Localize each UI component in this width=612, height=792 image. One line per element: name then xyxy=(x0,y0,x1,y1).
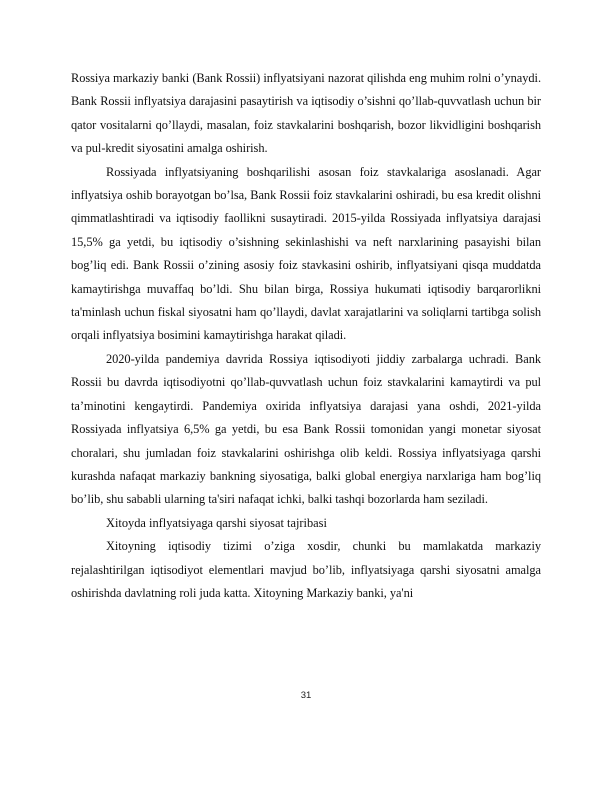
page-number: 31 xyxy=(300,690,312,701)
paragraph-bank-rossii-role: Rossiya markaziy banki (Bank Rossii) inflyatsiyani nazorat qilishda eng muhim rolni o’ynaydi. Bank Rossii inflyatsiya darajasini pasaytirish va iqtisodiy o’sishni qo’llab-quvvatlash uchun bir qator vositalarni qo’llaydi, masalan, foiz stavkalarini boshqarish, bozor likvidligini boshqarish va pul-kredit siyosatini amalga oshirish. xyxy=(71,71,541,156)
document-body xyxy=(71,67,541,605)
paragraph-pandemic-2020: 2020-yilda pandemiya davrida Rossiya iqtisodiyoti jiddiy zarbalarga uchradi. Bank Rossii bu davrda iqtisodiyotni qo’llab-quvvatlash uchun foiz stavkalarini kamaytirdi va pul ta’minotini kengaytirdi. Pandemiya oxirida inflyatsiya darajasi yana oshdi, 2021-yilda Rossiyada inflyatsiya 6,5% ga yetdi, bu esa Bank Rossii tomonidan yangi monetar siyosat choralari, shu jumladan foiz stavkalarini oshirishga olib keldi. Rossiya inflyatsiyaga qarshi kurashda nafaqat markaziy bankning siyosatiga, balki global energiya narxlariga ham bog’liq bo’lib, shu sababli ularning ta'siri nafaqat ichki, balki tashqi bozorlarda ham seziladi. xyxy=(71,351,541,507)
paragraph-china-economy: Xitoyning iqtisodiy tizimi o’ziga xosdir, chunki bu mamlakatda markaziy rejalashtirilgan iqtisodiyot elementlari mavjud bo’lib, inflyatsiyaga qarshi siyosatni amalga oshirishda davlatning roli juda katta. Xitoyning Markaziy banki, ya'ni xyxy=(71,539,541,600)
section-heading-china: Xitoyda inflyatsiyaga qarshi siyosat tajribasi xyxy=(106,515,327,530)
paragraph-interest-rates: Rossiyada inflyatsiyaning boshqarilishi asosan foiz stavkalariga asoslanadi. Agar inflyatsiya oshib borayotgan bo’lsa, Bank Rossii foiz stavkalarini oshiradi, bu esa kredit olishni qimmatlashtiradi va iqtisodiy faollikni susaytiradi. 2015-yilda Rossiyada inflyatsiya darajasi 15,5% ga yetdi, bu iqtisodiy o’sishning sekinlashishi va neft narxlarining pasayishi bilan bog’liq edi. Bank Rossii o’zining asosiy foiz stavkasini oshirib, inflyatsiyani qisqa muddatda kamaytirishga muvaffaq bo’ldi. Shu bilan birga, Rossiya hukumati iqtisodiy barqarorlikni ta'minlash uchun fiskal siyosatni ham qo’llaydi, davlat xarajatlarini va soliqlarni tartibga solish orqali inflyatsiya bosimini kamaytirishga harakat qiladi. xyxy=(71,164,541,343)
